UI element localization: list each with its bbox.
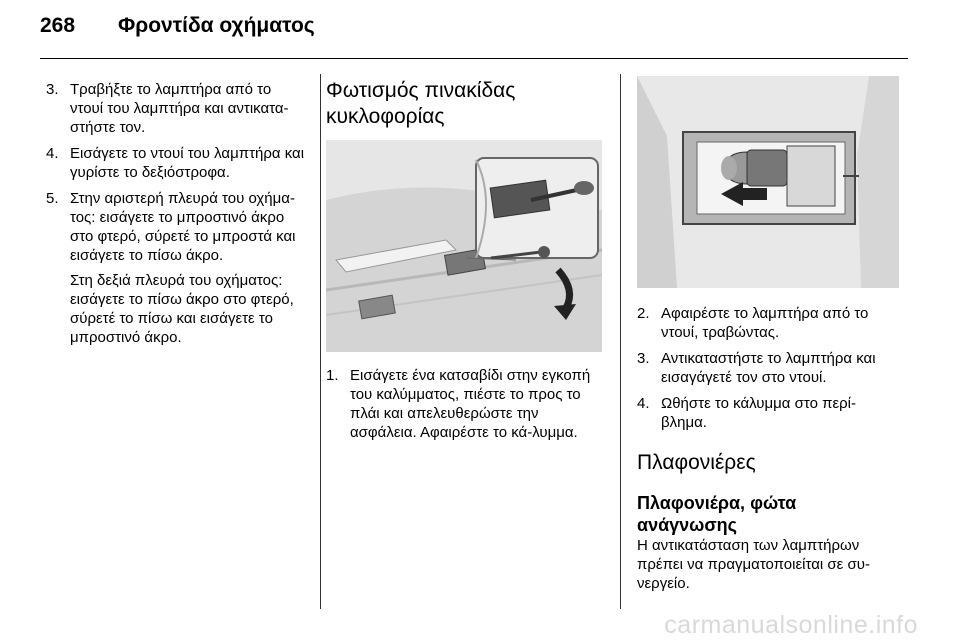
step-number: 3.: [46, 81, 59, 98]
step-text: Εισάγετε ένα κατσαβίδι στην εγκοπή του καλύμματος, πιέστε το προς το πλάι και απελευθερώστε την ασφάλεια. Αφαιρέστε το κά-λυμμα.: [350, 367, 591, 441]
list-item: [637, 304, 899, 342]
right-column: [637, 76, 899, 593]
middle-column: [326, 78, 608, 449]
bulb-replacement-figure: [637, 76, 899, 288]
step-number: 4.: [46, 145, 59, 162]
step-text: Ωθήστε το κάλυμμα στο περί-βλημα.: [661, 395, 856, 431]
list-item: [326, 366, 608, 442]
step-note: Στη δεξιά πλευρά του οχήματος: εισάγετε το πίσω άκρο στο φτερό, σύρετέ το πίσω και εισάγετε το μπροστινό άκρο.: [70, 272, 294, 346]
watermark: carmanualsonline.info: [664, 611, 918, 639]
list-item: [46, 80, 308, 137]
section-title: Φροντίδα οχήματος: [118, 14, 315, 37]
column-divider-right: [620, 74, 621, 609]
step-text: Αντικαταστήστε το λαμπτήρα και εισαγάγετέ τον στο ντουί.: [661, 350, 876, 386]
section-heading: Πλαφονιέρες: [637, 451, 756, 474]
step-text: Εισάγετε το ντουί του λαμπτήρα και γυρίστε το δεξιόστροφα.: [70, 145, 305, 181]
license-plate-light-figure: [326, 140, 602, 352]
bulb-arrow-icon: [637, 76, 899, 288]
page-number: 268: [40, 14, 76, 37]
section-heading: Φωτισμός πινακίδας κυκλοφορίας: [326, 79, 516, 128]
left-column: [46, 80, 308, 354]
subsection-heading: Πλαφονιέρα, φώτα ανάγνωσης: [637, 493, 797, 535]
list-item: [637, 349, 899, 387]
body-paragraph: Η αντικατάσταση των λαμπτήρων πρέπει να πραγματοποιείται σε συ-νεργείο.: [637, 537, 870, 592]
step-number: 4.: [637, 395, 650, 412]
list-item: [637, 394, 899, 432]
illustration-screwdriver-icon: [326, 140, 602, 352]
header-rule: [40, 58, 908, 59]
list-item: [46, 144, 308, 182]
step-text: Τραβήξτε το λαμπτήρα από το ντουί του λαμπτήρα και αντικατα-στήστε τον.: [70, 81, 289, 136]
list-item: [46, 189, 308, 347]
page-header: [40, 14, 315, 38]
step-text: Στην αριστερή πλευρά του οχήμα-τος: εισάγετε το μπροστινό άκρο στο φτερό, σύρετέ το μπροστά και εισάγετε το πίσω άκρο.: [70, 190, 296, 264]
step-number: 5.: [46, 190, 59, 207]
step-number: 2.: [637, 305, 650, 322]
column-divider-left: [320, 74, 321, 609]
step-number: 1.: [326, 367, 339, 384]
step-number: 3.: [637, 350, 650, 367]
step-text: Αφαιρέστε το λαμπτήρα από το ντουί, τραβώντας.: [661, 305, 869, 341]
